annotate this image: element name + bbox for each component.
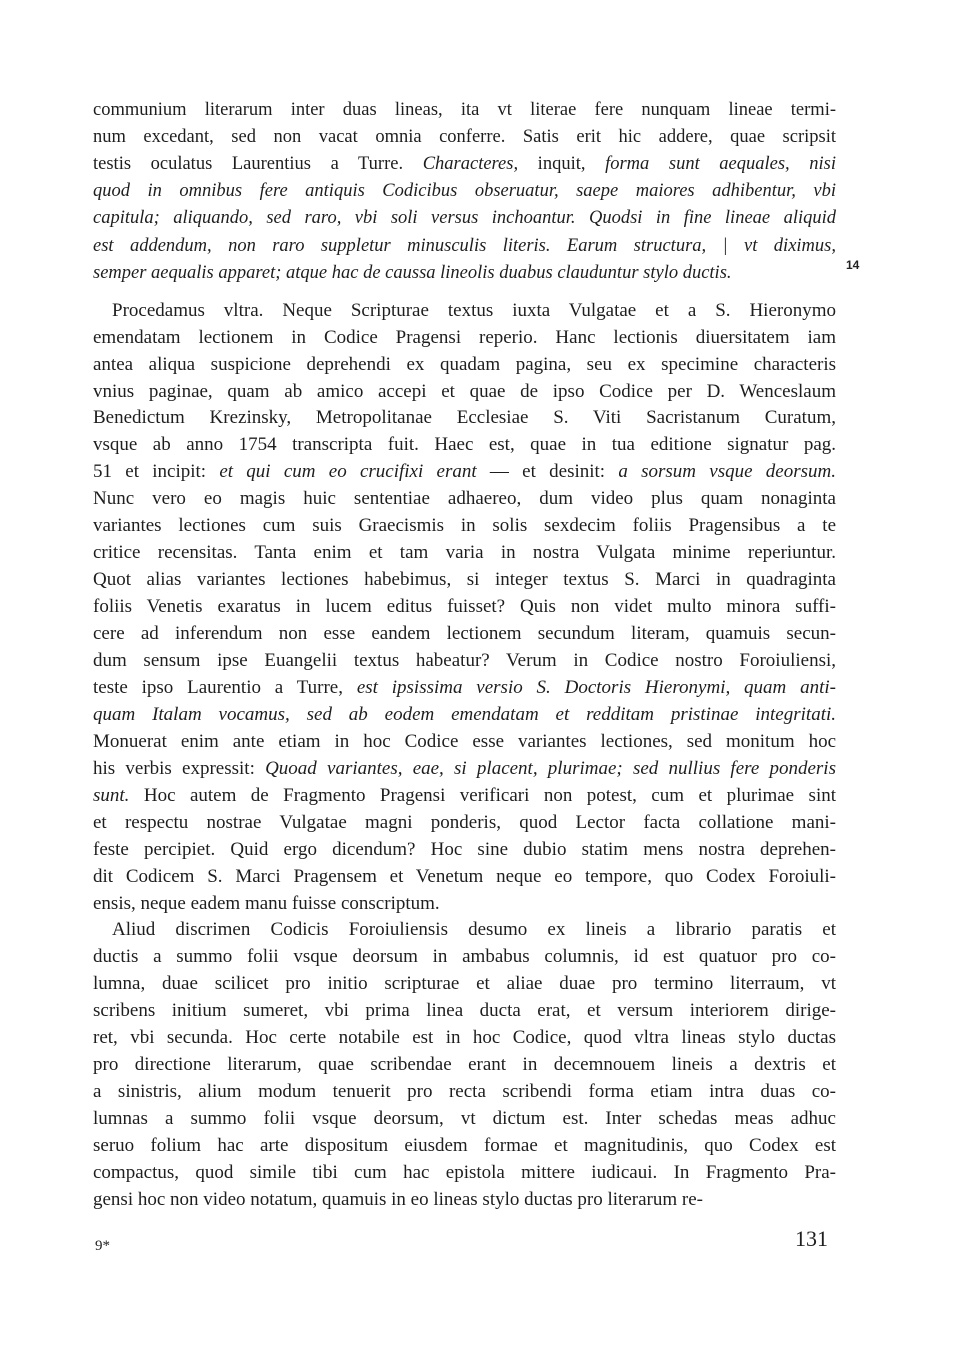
text-line — [93, 260, 836, 287]
text-segment: compactus, quod simile tibi cum hac epistola mittere iudicaui. In Fragmento Pra- — [93, 1162, 836, 1183]
text-segment: Quot alias variantes lectiones habebimus, si integer textus S. Marci in quadraginta — [93, 569, 836, 590]
page-number: 131 — [795, 1226, 828, 1251]
text-segment: gensi hoc non video notatum, quamuis in eo lineas stylo ductas pro literarum re- — [93, 1189, 703, 1210]
text-segment: foliis Venetis exaratus in lucem editus fuisset? Quis non videt multo minora suffi- — [93, 596, 836, 617]
text-line — [93, 701, 836, 728]
text-line — [93, 351, 836, 378]
italic-text-segment: Characteres, — [422, 154, 519, 174]
text-segment: ret, vbi secunda. Hoc certe notabile est in hoc Codice, quod vltra lineas stylo ductas — [93, 1027, 836, 1048]
text-line — [93, 378, 836, 405]
text-line — [93, 1105, 836, 1132]
margin-page-reference: 14 — [846, 258, 860, 272]
text-line — [93, 324, 836, 351]
text-line — [93, 431, 836, 458]
text-line — [93, 1132, 836, 1159]
text-segment: seruo folium hac arte dispositum eiusdem formae et magnitudinis, quo Codex est — [93, 1135, 836, 1156]
italic-text-segment: Quoad variantes, eae, si placent, plurimae; sed nullius fere ponderis — [265, 758, 836, 779]
text-line — [93, 205, 836, 232]
text-line — [93, 178, 836, 205]
text-segment: inquit, — [518, 154, 606, 174]
text-segment: pro directione literarum, quae scribendae erant in decemnouem lineis a dextris et — [93, 1054, 836, 1075]
text-segment: communium literarum inter duas lineas, ita vt literae fere nunquam lineae termi- — [93, 100, 836, 120]
text-line — [93, 233, 836, 260]
text-segment: cere ad inferendum non esse eandem lectionem secundum literam, quamuis secun- — [93, 623, 836, 644]
text-line — [93, 863, 836, 890]
text-segment: Nunc vero eo magis huic sententiae adhaereo, dum video plus quam nonaginta — [93, 488, 836, 509]
text-segment: lumna, duae scilicet pro initio scripturae et aliae duae pro termino literraum, vt — [93, 973, 836, 994]
text-line — [93, 512, 836, 539]
text-line — [93, 1051, 836, 1078]
italic-text-segment: semper aequalis apparet; atque hac de caussa lineolis duabus clauduntur stylo ductis. — [93, 263, 732, 283]
text-segment: dum sensum ipse Euangelii textus habeatur? Verum in Codice nostro Foroiuliensi, — [93, 650, 836, 671]
signature-mark: 9* — [95, 1238, 110, 1254]
text-line — [93, 404, 836, 431]
text-line — [93, 728, 836, 755]
text-line — [93, 916, 836, 943]
text-segment: lumnas a summo folii vsque deorsum, vt dictum est. Inter schedas meas adhuc — [93, 1108, 836, 1129]
text-line — [93, 890, 836, 917]
text-segment: scribens initium sumeret, vbi prima linea ducta erat, et versum interiorem dirige- — [93, 1000, 836, 1021]
text-line — [93, 809, 836, 836]
text-segment: — et desinit: — [476, 461, 619, 482]
text-line — [93, 755, 836, 782]
text-line — [93, 151, 836, 178]
text-line — [93, 539, 836, 566]
text-line — [93, 593, 836, 620]
text-line — [93, 1186, 836, 1213]
italic-text-segment: est addendum, non raro suppletur minusculis literis. Earum structura, | vt diximus, — [93, 236, 836, 256]
text-segment: critice recensitas. Tanta enim et tam varia in nostra Vulgata minime reperiuntur. — [93, 542, 836, 563]
text-segment: Hoc autem de Fragmento Pragensi verificari non potest, cum et plurimae sint — [129, 785, 836, 806]
text-line — [93, 1078, 836, 1105]
text-segment: num excedant, sed non vacat omnia conferre. Satis erit hic addere, quae scripsit — [93, 127, 836, 147]
text-segment: Monuerat enim ante etiam in hoc Codice esse variantes lectiones, sed monitum hoc — [93, 731, 836, 752]
text-segment: 51 et incipit: — [93, 461, 220, 482]
text-line — [93, 297, 836, 324]
italic-text-segment: forma sunt aequales, nisi — [605, 154, 837, 174]
text-segment: Aliud discrimen Codicis Foroiuliensis desumo ex lineis a librario paratis et — [93, 919, 836, 940]
text-segment: variantes lectiones cum suis Graecismis in solis sexdecim foliis Pragensibus a te — [93, 515, 836, 536]
text-segment: testis oculatus Laurentius a Turre. — [93, 154, 423, 174]
text-segment: vnius paginae, quam ab amico accepi et quae de ipso Codice per D. Wenceslaum — [93, 381, 836, 402]
text-line — [93, 997, 836, 1024]
italic-text-segment: quam Italam vocamus, sed ab eodem emendatam et redditam pristinae integritati. — [93, 704, 836, 725]
text-segment: a sinistris, alium modum tenuerit pro recta scribendi forma etiam intra duas co- — [93, 1081, 836, 1102]
text-segment: teste ipso Laurentio a Turre, — [93, 677, 357, 698]
text-segment: ensis, neque eadem manu fuisse conscriptum. — [93, 893, 440, 914]
text-line — [93, 674, 836, 701]
text-segment: his verbis expressit: — [93, 758, 266, 779]
italic-text-segment: capitula; aliquando, sed raro, vbi soli versus inchoantur. Quodsi in fine lineae aliquid — [93, 208, 836, 228]
text-line — [93, 647, 836, 674]
text-line — [93, 1024, 836, 1051]
italic-text-segment: et qui cum eo crucifixi erant — [219, 461, 477, 482]
text-segment: Benedictum Krezinsky, Metropolitanae Ecclesiae S. Viti Sacristanum Curatum, — [93, 407, 836, 428]
text-line — [93, 485, 836, 512]
italic-text-segment: est ipsissima versio S. Doctoris Hieronymi, quam anti- — [356, 677, 836, 698]
text-line — [93, 97, 836, 124]
italic-text-segment: quod in omnibus fere antiquis Codicibus obseruatur, saepe maiores adhibentur, vbi — [93, 181, 836, 201]
text-segment: antea aliqua suspicione deprehendi ex quadam pagina, seu ex specimine characteris — [93, 354, 836, 375]
text-segment: et respectu nostrae Vulgatae magni ponderis, quod Lector facta collatione mani- — [93, 812, 836, 833]
text-line — [93, 782, 836, 809]
italic-text-segment: sunt. — [93, 785, 130, 806]
text-line — [93, 458, 836, 485]
text-segment: Procedamus vltra. Neque Scripturae textus iuxta Vulgatae et a S. Hieronymo — [93, 300, 836, 321]
text-segment: dit Codicem S. Marci Pragensem et Venetum neque eo tempore, quo Codex Foroiuli- — [93, 866, 836, 887]
text-line — [93, 124, 836, 151]
text-segment: feste percipiet. Quid ergo dicendum? Hoc sine dubio statim mens nostra deprehen- — [93, 839, 836, 860]
text-line — [93, 566, 836, 593]
text-line — [93, 970, 836, 997]
text-line — [93, 620, 836, 647]
text-segment: vsque ab anno 1754 transcripta fuit. Haec est, quae in tua editione signatur pag. — [93, 434, 836, 455]
text-segment: emendatam lectionem in Codice Pragensi reperio. Hanc lectionis diuersitatem iam — [93, 327, 836, 348]
text-segment: ductis a summo folii vsque deorsum in ambabus columnis, id est quatuor pro co- — [93, 946, 836, 967]
text-line — [93, 836, 836, 863]
italic-text-segment: a sorsum vsque deorsum. — [618, 461, 837, 482]
text-line — [93, 1159, 836, 1186]
text-line — [93, 943, 836, 970]
